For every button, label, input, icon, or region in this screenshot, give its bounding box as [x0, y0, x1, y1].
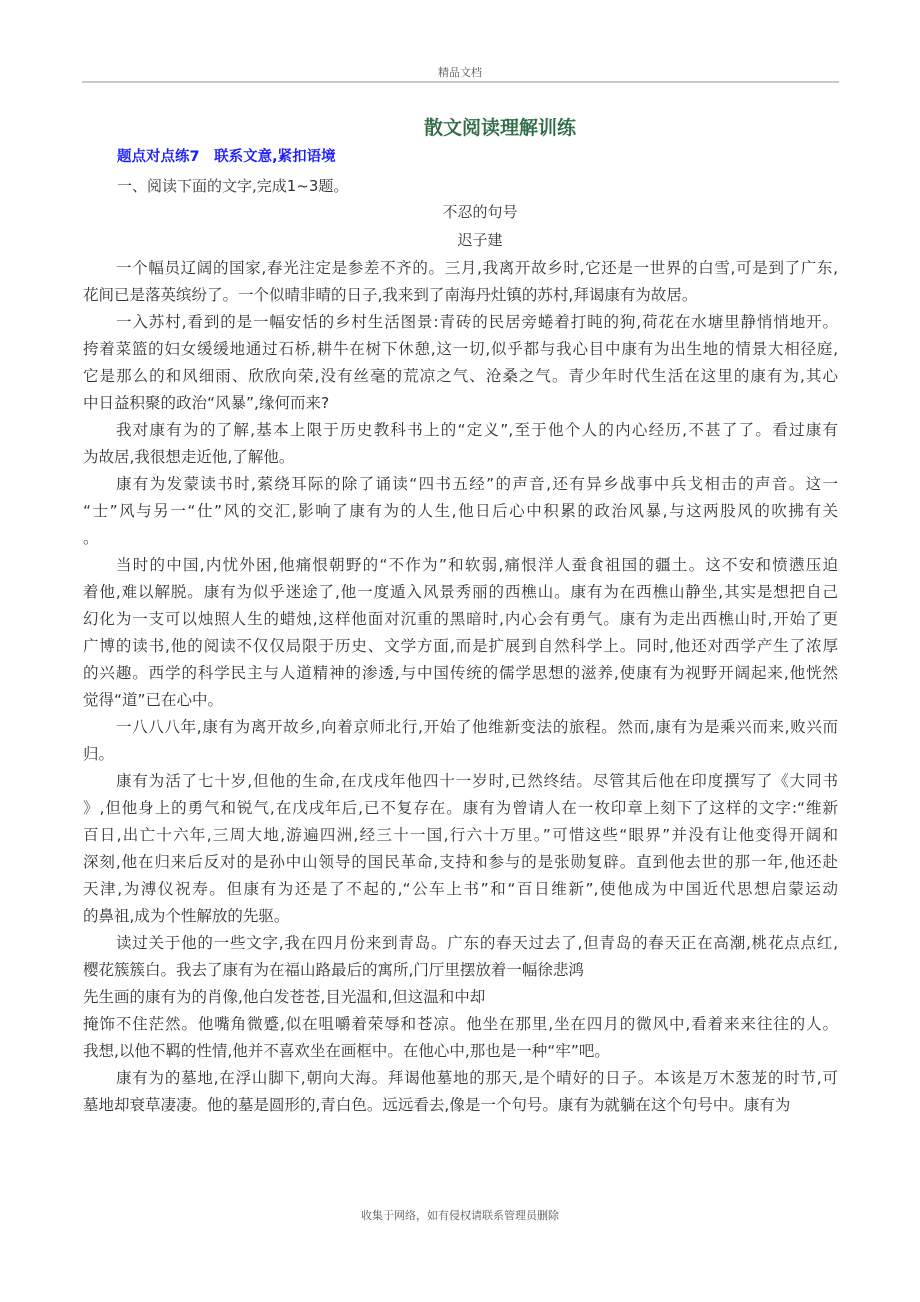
instruction: 一、阅读下面的文字,完成1~3题。 — [117, 177, 349, 195]
paragraph — [83, 471, 838, 552]
paragraph-line: 读过关于他的一些文字,我在四月份来到青岛。广东的春天过去了,但青岛的春天正在高潮,桃花点点红, — [116, 934, 838, 952]
paragraph-line: 一个幅员辽阔的国家,春光注定是参差不齐的。三月,我离开故乡时,它还是一世界的白雪,可是到了广东, — [116, 259, 838, 277]
paragraph-line: 幻化为一支可以烛照人生的蜡烛,这样他面对沉重的黑暗时,内心会有勇气。康有为走出西樵山时,开始了更 — [83, 610, 838, 628]
paragraph-line: 先生画的康有为的肖像,他白发苍苍,目光温和,但这温和中却 — [83, 988, 486, 1006]
paragraph-line: 掩饰不住茫然。他嘴角微蹙,似在咀嚼着荣辱和苍凉。他坐在那里,坐在四月的微风中,看着来来往往的人。 — [83, 1015, 838, 1033]
paragraph-line: 觉得“道”已在心中。 — [83, 691, 224, 709]
paragraph-line: 我想,以他不羁的性情,他并不喜欢坐在画框中。在他心中,那也是一种“牢”吧。 — [83, 1042, 610, 1060]
paragraph-line: 我对康有为的了解,基本上限于历史教科书上的“定义”,至于他个人的内心经历,不甚了了。看过康有 — [116, 421, 838, 439]
paragraph-line: 天津,为溥仪祝寿。但康有为还是了不起的,“公车上书”和“百日维新”,使他成为中国近代思想启蒙运动 — [83, 880, 838, 898]
paragraph-line: 。 — [83, 529, 99, 547]
passage-author: 迟子建 — [457, 231, 503, 249]
paragraph-line: 的鼻祖,成为个性解放的先驱。 — [83, 907, 290, 925]
paragraph — [83, 255, 838, 309]
paragraph — [83, 768, 838, 930]
paragraph-line: 当时的中国,内忧外困,他痛恨朝野的“不作为”和软弱,痛恨洋人蚕食祖国的疆土。这不安和愤懑压迫 — [116, 556, 838, 574]
paragraph-line: 的兴趣。西学的科学民主与人道精神的渗透,与中国传统的儒学思想的滋养,使康有为视野开阔起来,他恍然 — [83, 664, 838, 682]
paragraph-line: 》,但他身上的勇气和锐气,在戊戌年后,已不复存在。康有为曾请人在一枚印章上刻下了这样的文字:“维新 — [83, 799, 838, 817]
paragraph-line: 康有为活了七十岁,但他的生命,在戊戌年他四十一岁时,已然终结。尽管其后他在印度撰写了《大同书 — [116, 772, 838, 790]
paragraph-line: “士”风与另一“仕”风的交汇,影响了康有为的人生,他日后心中积累的政治风暴,与这两股风的吹拂有关 — [83, 502, 838, 520]
paragraph — [83, 714, 838, 768]
paragraph-line: 广博的读书,他的阅读不仅仅局限于历史、文学方面,而是扩展到自然科学上。同时,他还对西学产生了浓厚 — [83, 637, 838, 655]
header-divider — [82, 81, 839, 83]
paragraph-line: 挎着菜篮的妇女缓缓地通过石桥,耕牛在树下休憩,这一切,似乎都与我心目中康有为出生地的情景大相径庭, — [83, 340, 838, 358]
document-title: 散文阅读理解训练 — [423, 117, 576, 139]
paragraph-line: 百日,出亡十六年,三周大地,游遍四洲,经三十一国,行六十万里。”可惜这些“眼界”并没有让他变得开阔和 — [83, 826, 838, 844]
paragraph — [83, 417, 838, 471]
passage-body — [83, 255, 838, 1119]
paragraph-line: 为故居,我很想走近他,了解他。 — [83, 448, 295, 466]
paragraph — [83, 309, 838, 417]
paragraph — [83, 930, 838, 984]
paragraph-line: 一八八八年,康有为离开故乡,向着京师北行,开始了他维新变法的旅程。然而,康有为是乘兴而来,败兴而 — [116, 718, 838, 736]
paragraph-line: 归。 — [83, 745, 115, 763]
paragraph-line: 深刻,他在归来后反对的是孙中山领导的国民革命,支持和参与的是张勋复辟。直到他去世的那一年,他还赴 — [83, 853, 838, 871]
paragraph-line: 着他,难以解脱。康有为似乎迷途了,他一度遁入风景秀丽的西樵山。康有为在西樵山静坐,其实是想把自己 — [83, 583, 838, 601]
paragraph-line: 康有为的墓地,在浮山脚下,朝向大海。拜谒他墓地的那天,是个晴好的日子。本该是万木葱茏的时节,可 — [116, 1069, 838, 1087]
paragraph — [83, 984, 838, 1011]
paragraph — [83, 1011, 838, 1065]
page-footer: 收集于网络，如有侵权请联系管理员删除 — [361, 1209, 559, 1222]
paragraph-line: 墓地却衰草凄凄。他的墓是圆形的,青白色。远远看去,像是一个句号。康有为就躺在这个句号中。康有为 — [83, 1096, 791, 1114]
page-header: 精品文档 — [438, 66, 482, 79]
paragraph — [83, 552, 838, 714]
paragraph-line: 樱花簇簇白。我去了康有为在福山路最后的寓所,门厅里摆放着一幅徐悲鸿 — [83, 961, 584, 979]
passage-title: 不忍的句号 — [442, 203, 518, 221]
paragraph-line: 中日益积聚的政治“风暴”,缘何而来? — [83, 394, 330, 412]
paragraph-line: 一入苏村,看到的是一幅安恬的乡村生活图景:青砖的民居旁蜷着打盹的狗,荷花在水塘里静悄悄地开。 — [116, 313, 838, 331]
paragraph — [83, 1065, 838, 1119]
section-subtitle: 题点对点练7 联系文意,紧扣语境 — [117, 149, 336, 165]
paragraph-line: 康有为发蒙读书时,萦绕耳际的除了诵读“四书五经”的声音,还有异乡战事中兵戈相击的声音。这一 — [116, 475, 838, 493]
paragraph-line: 它是那么的和风细雨、欣欣向荣,没有丝毫的荒凉之气、沧桑之气。青少年时代生活在这里的康有为,其心 — [83, 367, 838, 385]
paragraph-line: 花间已是落英缤纷了。一个似晴非晴的日子,我来到了南海丹灶镇的苏村,拜谒康有为故居。 — [83, 286, 698, 304]
